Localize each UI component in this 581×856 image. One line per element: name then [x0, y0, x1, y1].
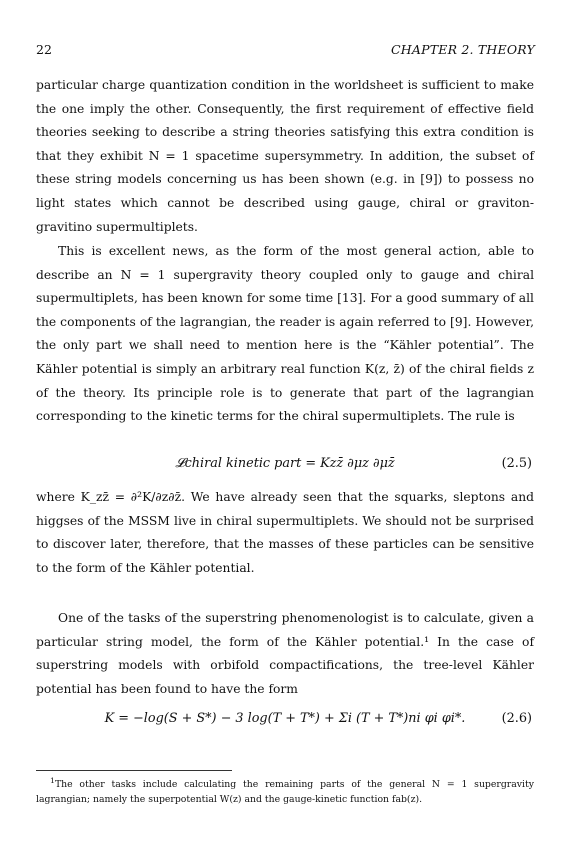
equation-2-5 [36, 456, 534, 480]
equation-2-6 [36, 711, 534, 735]
paragraph-3: where K_zz̄ = ∂²K/∂z∂z̄. We have already seen that the squarks, sleptons and higgses of the MSSM live in chiral supermultiplets. We should not be surprised to discover later, therefore, that the masses of these particles can be sensitive to the form of the Kähler potential. [36, 490, 534, 575]
footnote-text: The other tasks include calculating the remaining parts of the general N = 1 supergravity lagrangian; namely the superpotential W(z) and the gauge-kinetic function fab(z). [36, 779, 534, 805]
equation-2-6-number: (2.6) [501, 711, 532, 726]
equation-2-5-expression: 𝓛chiral kinetic part = Kzz̄ ∂μz ∂μz̄ [175, 456, 395, 471]
running-header [36, 42, 535, 58]
paragraph-4: One of the tasks of the superstring phenomenologist is to calculate, given a particular string model, the form of the Kähler potential.¹ In the case of superstring models with orbifold compactifications, the tree-level Kähler potential has been found to have the form [36, 611, 534, 696]
footnote-rule [36, 770, 232, 771]
chapter-title: CHAPTER 2. THEORY [391, 42, 535, 57]
footnote [36, 774, 534, 807]
footnote-marker: 1 [50, 776, 55, 785]
equation-2-5-number: (2.5) [501, 456, 532, 471]
page-number: 22 [36, 42, 52, 57]
paragraph-2: This is excellent news, as the form of the most general action, able to describe an N = 1 supergravity theory coupled only to gauge and chiral supermultiplets, has been known for some time [13]. For a good summary of all the components of the lagrangian, the reader is again referred to [9]. However, the only part we shall need to mention here is the “Kähler potential”. The Kähler potential is simply an arbitrary real function K(z, z̄) of the chiral fields z of the theory. Its principle role is to generate that part of the lagrangian corresponding to the kinetic terms for the chiral supermultiplets. The rule is [36, 244, 534, 424]
equation-2-6-expression: K = −log(S + S*) − 3 log(T + T*) + Σi (T + T*)ni φi φi*. [104, 711, 466, 726]
paragraph-1: particular charge quantization condition in the worldsheet is sufficient to make the one imply the other. Consequently, the first requirement of effective field theories seeking to describe a string theories satisfying this extra condition is that they exhibit N = 1 spacetime supersymmetry. In addition, the subset of these string models concerning us has been shown (e.g. in [9]) to possess no light states which cannot be described using gauge, chiral or graviton-gravitino supermultiplets. [36, 78, 534, 234]
